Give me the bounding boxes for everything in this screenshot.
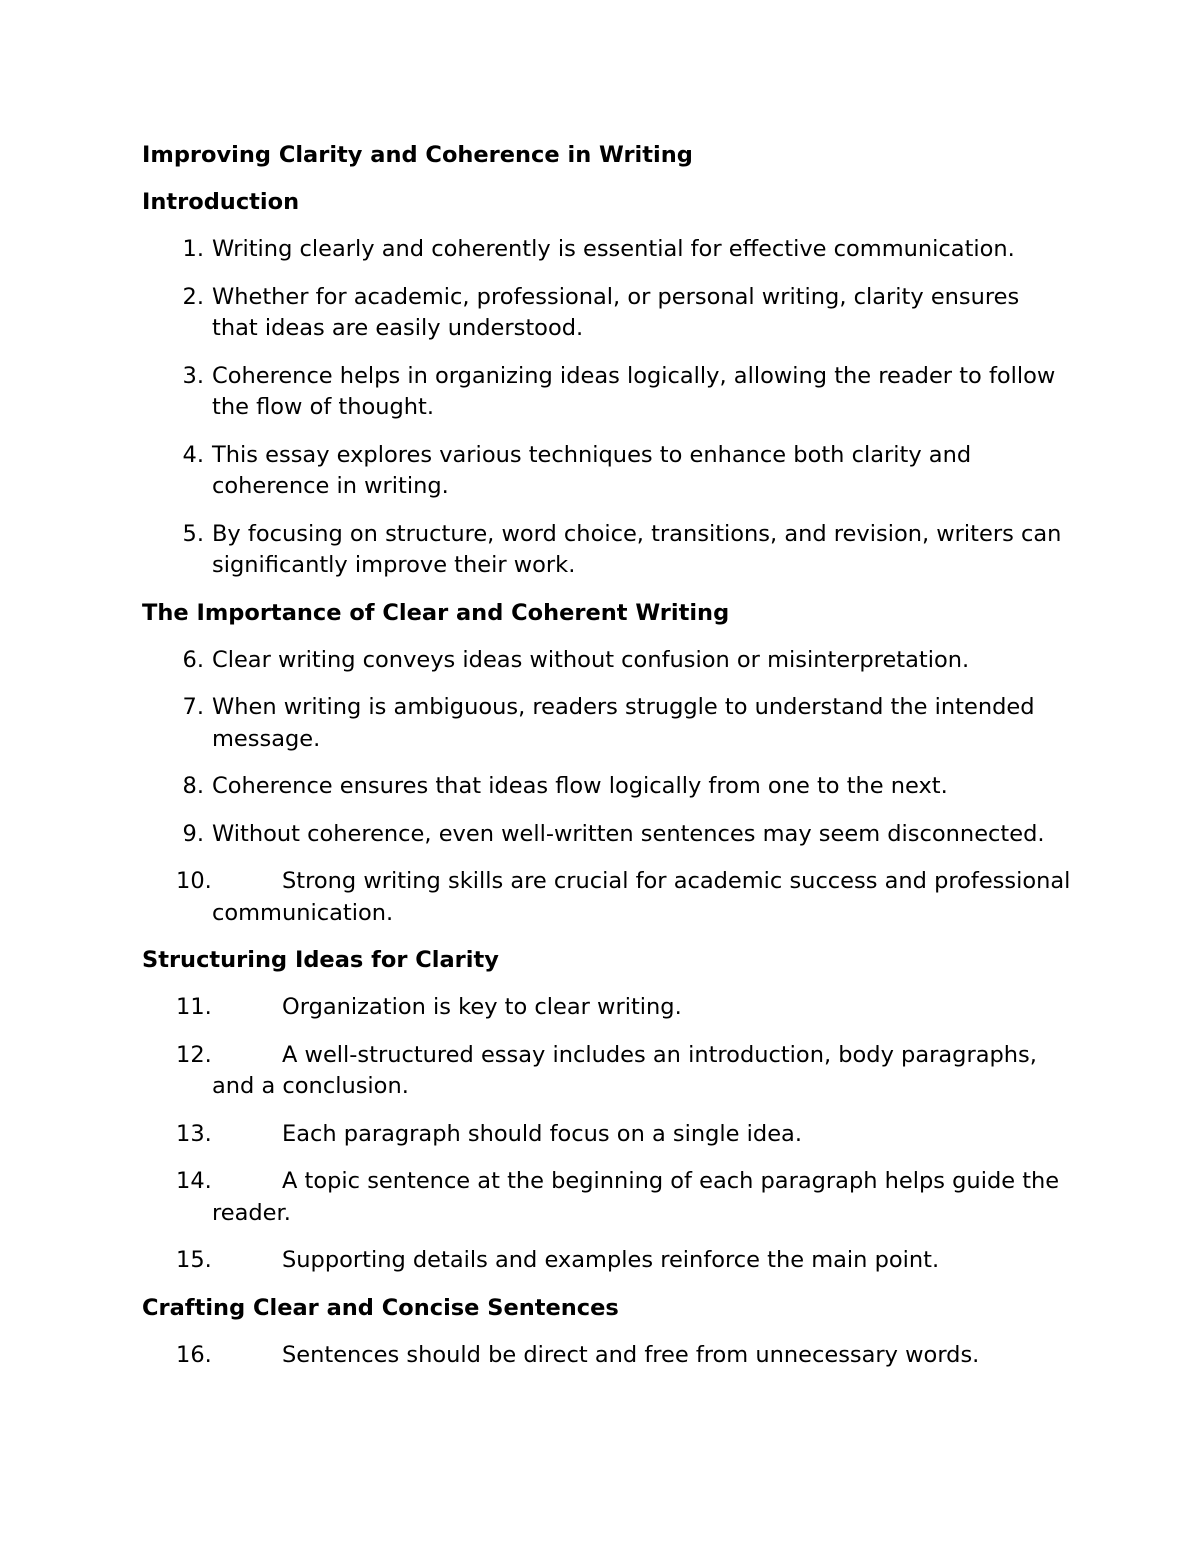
section-list-introduction: [142, 234, 1072, 582]
list-text: Coherence ensures that ideas flow logically from one to the next.: [212, 773, 948, 799]
list-text: This essay explores various techniques to enhance both clarity and coherence in writing.: [212, 441, 972, 499]
list-item: [142, 234, 1072, 266]
list-item: [142, 645, 1072, 677]
list-item: [142, 866, 1072, 929]
section-heading-structuring: Structuring Ideas for Clarity: [142, 947, 499, 973]
list-text: Supporting details and examples reinforce the main point.: [282, 1247, 940, 1273]
list-text: Sentences should be direct and free from unnecessary words.: [282, 1341, 980, 1368]
section-heading-introduction: Introduction: [142, 189, 300, 215]
list-number: 10.: [176, 868, 212, 894]
list-text: A well-structured essay includes an introduction, body paragraphs, and a conclusion.: [212, 1041, 1037, 1099]
list-item: [142, 1340, 1072, 1372]
list-text: By focusing on structure, word choice, transitions, and revision, writers can significantly improve their work.: [212, 520, 1062, 578]
list-number: 7.: [182, 694, 204, 720]
list-item: [142, 819, 1072, 851]
list-number: 15.: [176, 1247, 212, 1273]
list-text: Strong writing skills are crucial for academic success and professional communication.: [212, 868, 1071, 926]
section-heading-crafting: Crafting Clear and Concise Sentences: [142, 1294, 619, 1321]
list-item: [142, 282, 1072, 345]
list-item: [142, 361, 1072, 424]
list-number: 11.: [176, 994, 212, 1020]
list-item: [142, 1166, 1072, 1229]
list-text: Coherence helps in organizing ideas logically, allowing the reader to follow the flow of thought.: [212, 362, 1056, 420]
list-number: 1.: [182, 236, 204, 262]
document-title: Improving Clarity and Coherence in Writing: [142, 142, 693, 168]
list-text: When writing is ambiguous, readers struggle to understand the intended message.: [212, 694, 1035, 752]
section-list-crafting: [142, 1340, 1072, 1372]
section-list-importance: [142, 645, 1072, 930]
list-item: [142, 992, 1072, 1024]
list-text: Without coherence, even well-written sentences may seem disconnected.: [212, 820, 1045, 847]
list-item: [142, 519, 1072, 582]
list-number: 3.: [182, 362, 204, 389]
list-item: [142, 771, 1072, 803]
list-number: 12.: [176, 1041, 212, 1068]
document-body: [142, 140, 1072, 1387]
list-item: [142, 692, 1072, 755]
list-number: 4.: [182, 441, 204, 468]
list-item: [142, 1245, 1072, 1277]
list-text: Whether for academic, professional, or personal writing, clarity ensures that ideas are easily understood.: [212, 283, 1020, 341]
list-number: 8.: [182, 773, 204, 799]
list-item: [142, 1040, 1072, 1103]
list-text: Clear writing conveys ideas without confusion or misinterpretation.: [212, 646, 970, 673]
list-number: 6.: [182, 646, 204, 673]
list-text: Each paragraph should focus on a single idea.: [282, 1120, 802, 1147]
section-list-structuring: [142, 992, 1072, 1277]
list-number: 16.: [176, 1341, 212, 1368]
list-text: A topic sentence at the beginning of each paragraph helps guide the reader.: [212, 1168, 1060, 1226]
section-heading-importance: The Importance of Clear and Coherent Writing: [142, 599, 730, 626]
list-item: [142, 440, 1072, 503]
list-number: 13.: [176, 1120, 212, 1147]
list-number: 14.: [176, 1168, 212, 1194]
list-item: [142, 1119, 1072, 1151]
list-number: 9.: [182, 820, 204, 847]
list-text: Writing clearly and coherently is essential for effective communication.: [212, 236, 1015, 262]
list-text: Organization is key to clear writing.: [282, 994, 682, 1020]
list-number: 5.: [182, 520, 204, 547]
list-number: 2.: [182, 283, 204, 310]
